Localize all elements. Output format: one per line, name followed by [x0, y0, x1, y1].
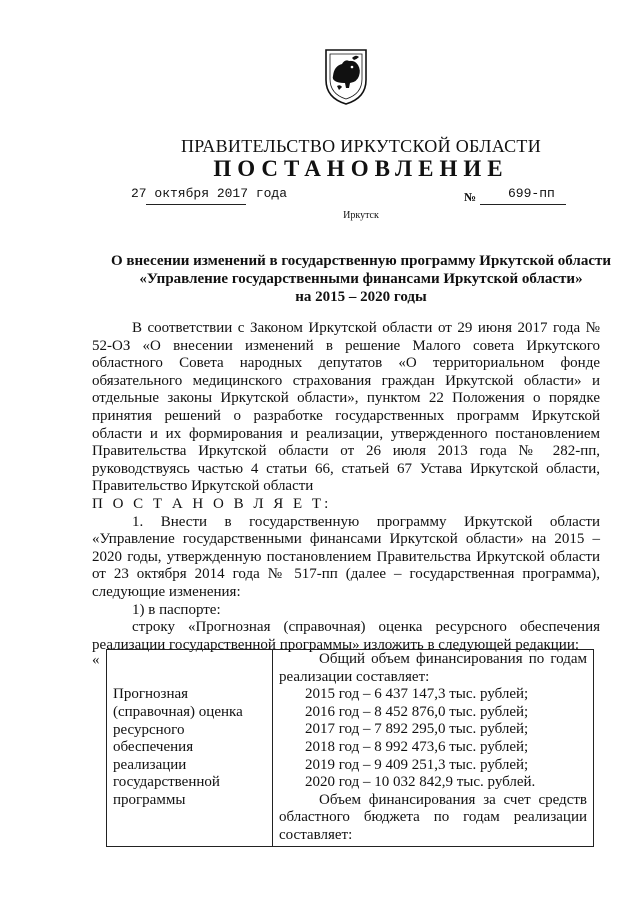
- year-row: 2018 год – 8 992 473,6 тыс. рублей;: [305, 738, 529, 755]
- row-label-text: Прогнозная (справочная) оценка ресурсного обеспечения реализации государственной программы: [113, 686, 243, 808]
- year-row: 2016 год – 8 452 876,0 тыс. рублей;: [305, 703, 529, 720]
- document-type-title: ПОСТАНОВЛЕНИЕ: [213, 156, 509, 181]
- year-row: 2017 год – 7 892 295,0 тыс. рублей;: [305, 721, 529, 738]
- passport-table: [106, 649, 594, 847]
- decree-date: 27 октября 2017 года: [131, 186, 288, 201]
- resolves-line: П О С Т А Н О В Л Я Е Т:: [92, 495, 332, 512]
- heading-line-1: О внесении изменений в государственную программу Иркутской области: [110, 253, 612, 269]
- heading-line-3: на 2015 – 2020 годы: [295, 289, 427, 305]
- opening-quote: «: [92, 652, 100, 668]
- decree-number: 699-пп: [508, 186, 555, 201]
- subitem-1-paragraph: 1) в паспорте:: [132, 601, 221, 618]
- year-row: 2020 год – 10 032 842,9 тыс. рублей.: [305, 774, 536, 791]
- decree-heading: [100, 252, 622, 306]
- item-1-paragraph: 1. Внести в государственную программу Иркутской области «Управление государственными финансами Иркутской области» на 2015 – 2020 годы, утвержденную постановлением Правительства Иркутской области от 23 октября 2014 года № 517-пп (далее – государственная программа), следующие изменения:: [92, 513, 600, 600]
- government-name: ПРАВИТЕЛЬСТВО ИРКУТСКОЙ ОБЛАСТИ: [180, 136, 542, 156]
- year-row: 2019 год – 9 409 251,3 тыс. рублей;: [305, 756, 529, 773]
- table-row-value: [273, 650, 593, 846]
- coat-of-arms-emblem-icon: [322, 46, 370, 106]
- year-row: 2015 год – 6 437 147,3 тыс. рублей;: [305, 686, 529, 703]
- city-name: Иркутск: [343, 210, 379, 221]
- regional-funding-intro: Объем финансирования за счет средств областного бюджета по годам реализации составляет:: [279, 791, 587, 843]
- decree-body: [92, 320, 600, 654]
- preamble-paragraph: В соответствии с Законом Иркутской области от 29 июня 2017 года № 52-ОЗ «О внесении изменений в решение Малого совета Иркутского областного Совета народных депутатов «О территориальном фонде обязательного медицинского страхования граждан Иркутской области» и отдельные законы Иркутской области», пунктом 22 Положения о порядке принятия решений о разработке государственных программ Иркутской области и их формирования и реализации, утвержденного постановлением Правительства Иркутской области от 26 июля 2013 года № 282-пп, руководствуясь частью 4 статьи 66, статьей 67 Устава Иркутской области, Правительство Иркутской области: [92, 320, 600, 495]
- table-row-label: [107, 650, 273, 846]
- row-intro-paragraph: строку «Прогнозная (справочная) оценка ресурсного обеспечения реализации государственной программы» изложить в следующей редакции:: [92, 619, 600, 653]
- number-label: №: [464, 190, 477, 204]
- heading-line-2: «Управление государственными финансами Иркутской области»: [139, 271, 583, 287]
- total-funding-intro: Общий объем финансирования по годам реализации составляет:: [279, 651, 587, 685]
- date-underline: [146, 204, 246, 205]
- number-underline: [480, 204, 566, 205]
